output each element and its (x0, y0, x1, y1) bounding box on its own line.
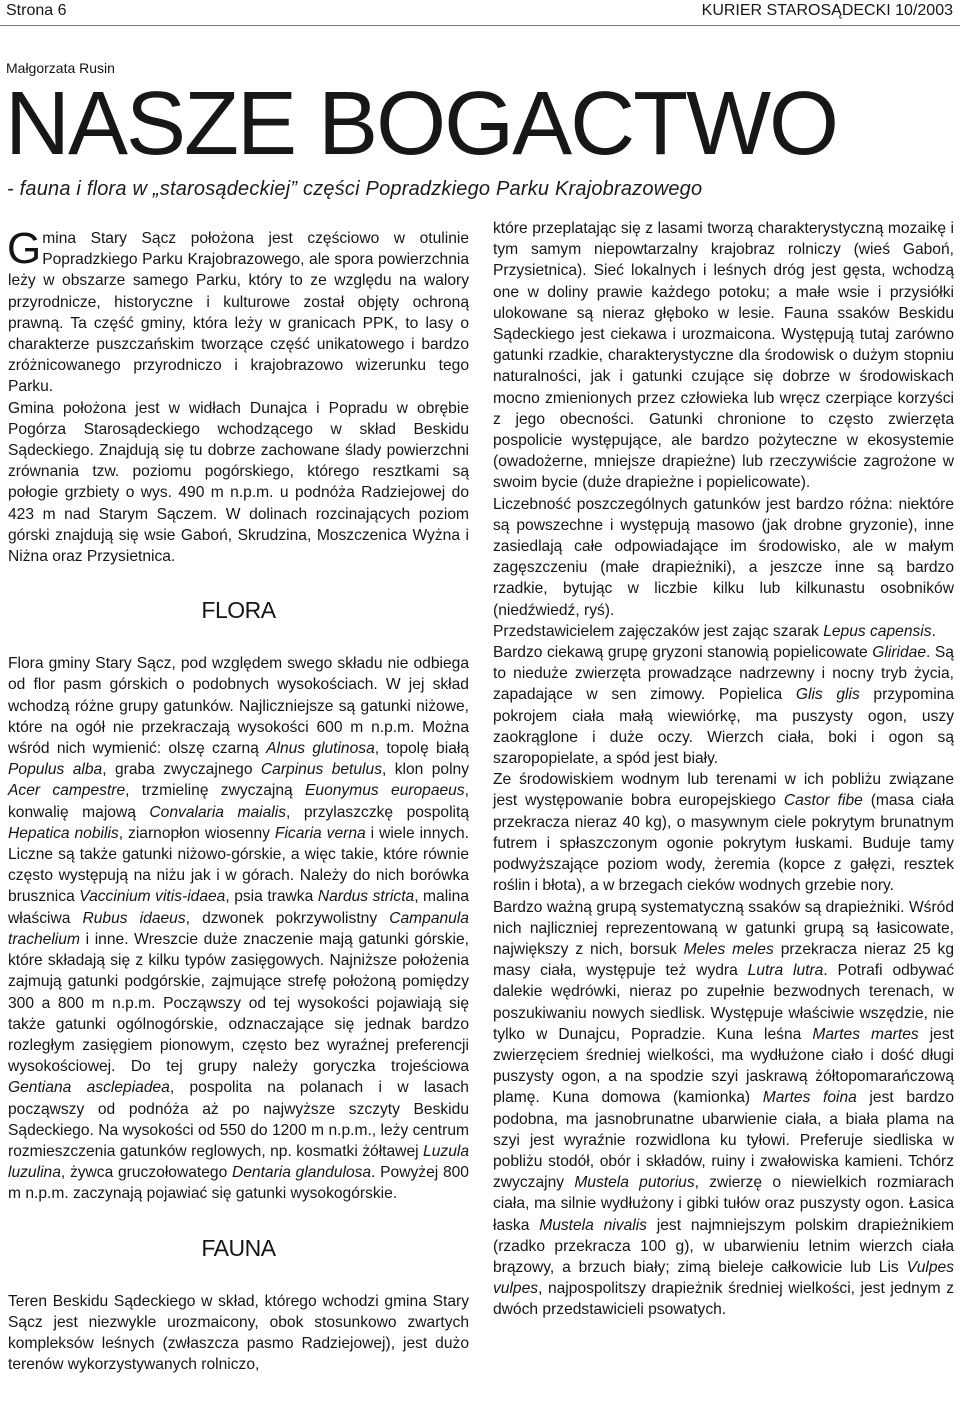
fauna-paragraph: Teren Beskidu Sądeckiego w skład, którego wchodzi gmina Stary Sącz jest niezwykle urozmaicony, obok stosunkowo zwartych kompleksów leśnych (zwłaszcza pasmo Radziejowej), jest dużo terenów wykorzystywanych rolniczo, (8, 1292, 469, 1374)
article-title: NASZE BOGACTWO (5, 74, 838, 174)
drop-cap: G (7, 224, 42, 273)
flora-heading: FLORA (201, 597, 276, 624)
fauna-heading: FAUNA (201, 1234, 276, 1261)
intro-paragraph-1: Gmina Stary Sącz położona jest częściowo w otulinie Popradzkiego Parku Krajobrazowego, ale spora powierzchnia leży w obszarze samego Parku, który to ze względu na walory przyrodnicze, historyczne i kulturowe został objęty ochroną prawną. Ta część gminy, która leży w granicach PPK, to lasy o charakterze puszczańskim tworzące część unikatowego i bardzo zróżnicowanego przyrodniczo i krajobrazowo wizerunku tego Parku. (7, 224, 469, 396)
population-paragraph: Liczebność poszczególnych gatunków jest bardzo różna: niektóre są powszechne i występują masowo (jak drobne gryzonie), inne zasiedlają całe odpowiadające im środowisko, ale w małym zagęszczeniu (małe drapieżniki), a jeszcze inne są bardzo rzadkie, bytując w liczbie kilku lub kilkunastu osobników (niedźwiedź, ryś). (493, 495, 954, 619)
header-rule (0, 25, 960, 26)
page-header (0, 0, 960, 22)
intro-paragraph-2: Gmina położona jest w widłach Dunajca i Popradu w obrębie Pogórza Starosądeckiego wchodzącego w skład Beskidu Sądeckiego. Znajdują się tu dobrze zachowane ślady powierzchni zrównania tzw. poziomu pogórskiego, którego resztkami są połogie grzbiety o wys. 490 m n.p.m. u podnóża Radziejowej do 423 m nad Starym Sączem. W dolinach rozcinających poziom górski znajdują się wsie Gaboń, Skrudzina, Moszczenica Wyżna i Niżna oraz Przysietnica. (8, 399, 469, 566)
right-column (493, 218, 954, 1321)
fauna-paragraph-continued: które przeplatając się z lasami tworzą charakterystyczną mozaikę i tym samym niepowtarzalny krajobraz rolniczy (wieś Gaboń, Przysietnica). Sieć lokalnych i leśnych dróg jest gęsta, wchodzą one w doliny prawie każdego potoku; a małe wsie i przysiółki ulokowane są nieraz głęboko w lesie. Fauna ssaków Beskidu Sądeckiego jest ciekawa i urozmaicona. Występują tutaj zarówno gatunki rzadkie, charakterystyczne dla środowisk o dużym stopniu naturalności, jak i gatunki czujące się dobrze w środowiskach mocno zmienionych przez człowieka lub wręcz czerpiące korzyści z jego obecności. Gatunki chronione to często zwierzęta pospolicie występujące, ale bardzo pożyteczne w ekosystemie (owadożerne, mniejsze drapieżne) lub rzeczywiście zagrożone w swoim bycie (duże drapieżne i popielicowate). (493, 220, 954, 492)
left-column (7, 224, 470, 1375)
dormice-paragraph: Bardzo ciekawą grupę gryzoni stanowią popielicowate Gliridae. Są to nieduże zwierzęta prowadzące nadrzewny i nocny tryb życia, zapadające w sen zimowy. Popielica Glis glis przypomina pokrojem ciała małą wiewiórkę, ma puszysty ogon, uszy zaokrąglone i duże oczy. Wierzch ciała, boki i ogon są szaropopielate, a spód jest biały. (493, 644, 954, 768)
hare-paragraph: Przedstawicielem zajęczaków jest zając szarak Lepus capensis. (493, 622, 936, 640)
beaver-paragraph: Ze środowiskiem wodnym lub terenami w ich pobliżu związane jest występowanie bobra europejskiego Castor fibe (masa ciała przekracza nieraz 40 kg), o masywnym ciele pokrytym brunatnym futrem i spłaszczonym ogonie pokrytym łuskami. Buduje tamy podwyższające poziom wody, żeremia (kopce z gałęzi, resztek roślin i błota), a w brzegach cieków wodnych grzebie nory. (493, 771, 954, 895)
article-author: Małgorzata Rusin (6, 60, 115, 76)
publication-issue: KURIER STAROSĄDECKI 10/2003 (701, 2, 953, 19)
page-number: Strona 6 (6, 2, 67, 19)
article-subtitle: - fauna i flora w „starosądeckiej” części Popradzkiego Parku Krajobrazowego (7, 178, 703, 200)
predators-paragraph: Bardzo ważną grupą systematyczną ssaków są drapieżniki. Wśród nich najliczniej reprezentowaną w gatunki grupą są łasicowate, największy z nich, borsuk Meles meles przekracza nieraz 25 kg masy ciała, występuje też wydra Lutra lutra. Potrafi odbywać dalekie wędrówki, nieraz po zupełnie bezwodnych terenach, w poszukiwaniu nowych siedlisk. Występuje właściwie wszędzie, nie tylko w Dunajcu, Popradzie. Kuna leśna Martes martes jest zwierzęciem średniej wielkości, ma wydłużone ciało i dość długi puszysty ogon, a na spodzie szyi jaskrawą żółtopomarańczową plamę. Kuna domowa (kamionka) Martes foina jest bardzo podobna, ma jasnobrunatne ubarwienie ciała, a biała plama na szyi jest wyraźnie rozwidlona ku tyłowi. Preferuje siedliska w pobliżu stodół, obór i składów, ruiny i zwałowiska kamieni. Tchórz zwyczajny Mustela putorius, zwierzę o niewielkich rozmiarach ciała, ma silnie wydłużony i gibki tułów oraz puszysty ogon. Łasica łaska Mustela nivalis jest najmniejszym polskim drapieżnikiem (rzadko przekracza 100 g), w ubarwieniu letnim wierzch ciała brązowy, a brzuch biały; zimą bieleje całkowicie lub Lis Vulpes vulpes, najpospolitszy drapieżnik średniej wielkości, jest jednym z dwóch przedstawicieli psowatych. (493, 898, 955, 1319)
flora-paragraph: Flora gminy Stary Sącz, pod względem swego składu nie odbiega od flor pasm górskich o podobnych wysokościach. W jej skład wchodzą różne grupy gatunków. Najliczniejsze są gatunki niżowe, które na ogół nie przekraczają wysokości 600 m n.p.m. Można wśród nich wymienić: olszę czarną Alnus glutinosa, topolę białą Populus alba, graba zwyczajnego Carpinus betulus, klon polny Acer campestre, trzmielinę zwyczajną Euonymus europaeus, konwalię majową Convalaria maialis, przylaszczkę pospolitą Hepatica nobilis, ziarnopłon wiosenny Ficaria verna i wiele innych. Liczne są także gatunki niżowo-górskie, a więc takie, które równie często występują na niżu jak i w górach. Należy do nich borówka brusznica Vaccinium vitis-idaea, psia trawka Nardus stricta, malina właściwa Rubus idaeus, dzwonek pokrzywolistny Campanula trachelium i inne. Wreszcie duże znaczenie mają gatunki górskie, które składają się z kilku typów zasięgowych. Najniższe położenia zajmują gatunki podgórskie, zajmujące strefę położoną pomiędzy 300 a 800 m n.p.m. Począwszy od tej wysokości pojawiają się także gatunki ogólnogórskie, odznaczające się jednak bardzo rozległym zasięgiem pionowym, często bez wyraźnej preferencji wysokościowej. Do tej grupy należy goryczka trojeściowa Gentiana asclepiadea, pospolita na polanach i w lasach począwszy od podnóża aż po najwyższe szczyty Beskidu Sądeckiego. Na wysokości od 550 do 1200 m n.p.m., leży centrum rozmieszczenia gatunków reglowych, np. kosmatki żółtawej Luzula luzulina, żywca gruczołowatego Dentaria glandulosa. Powyżej 800 m n.p.m. zaczynają pojawiać się gatunki wysokogórskie. (8, 655, 470, 1203)
